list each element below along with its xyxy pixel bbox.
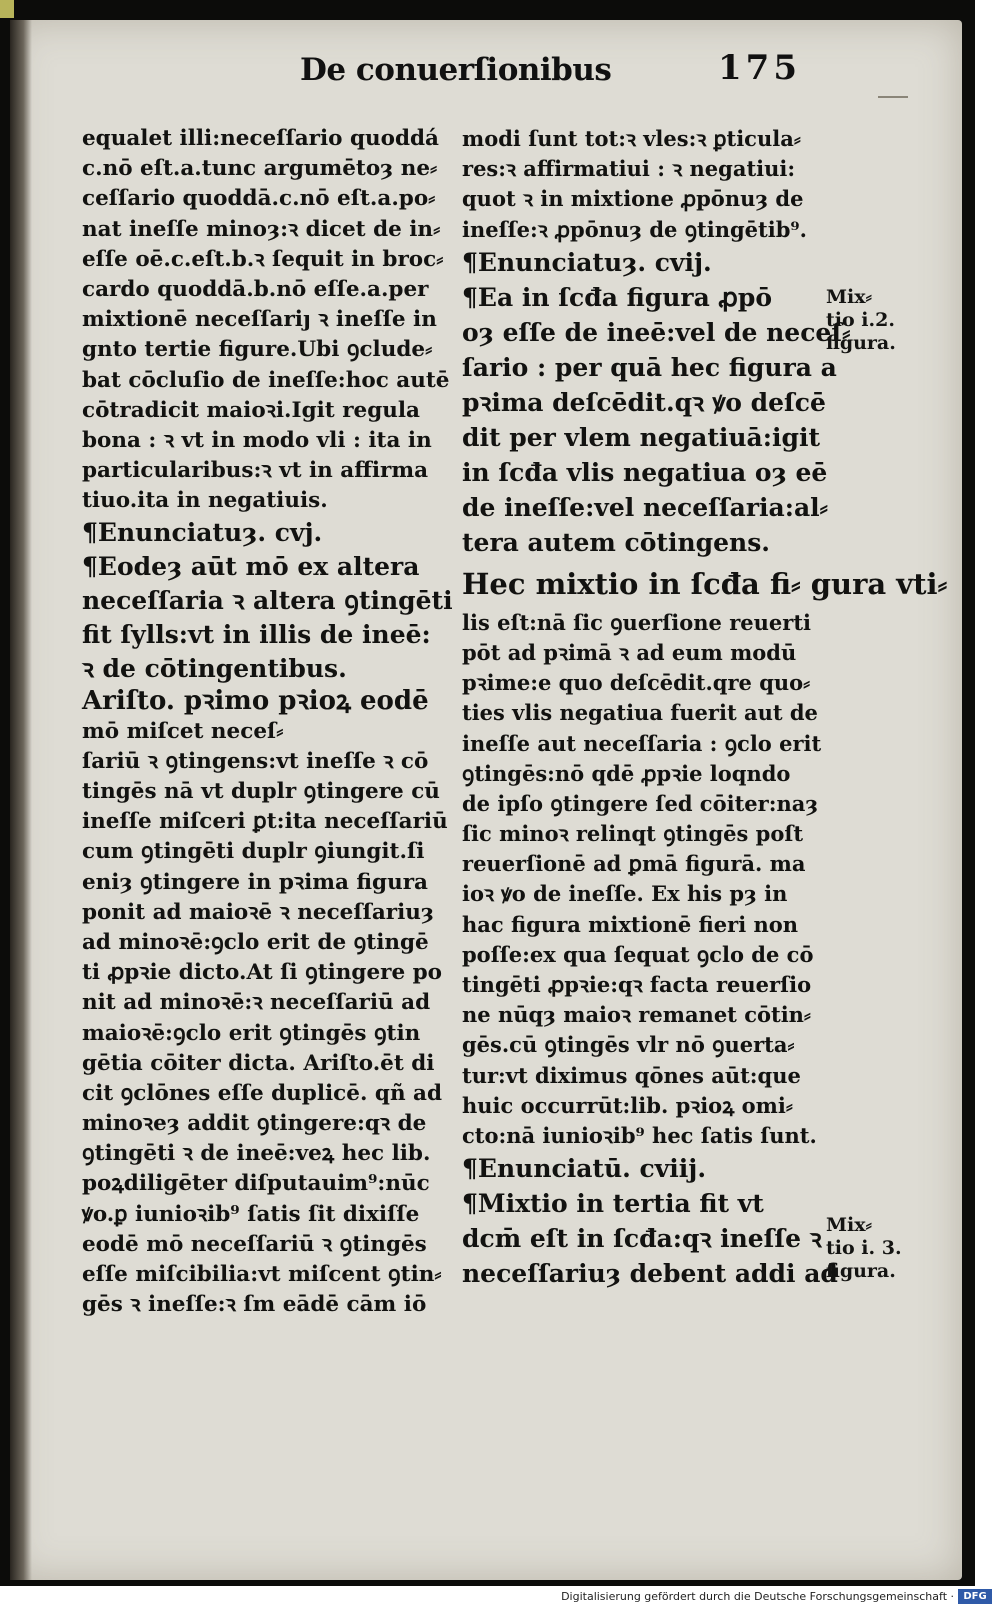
margin-note [826,286,896,355]
rule-text-line: de ineſſe:vel neceſſaria:al⸗ [462,492,828,522]
text-line: huic occurrūt:lib. pꝛioꝝ omi⸗ [462,1092,793,1118]
text-line: bona : ꝛ vt in modo vli : ita in [82,427,432,453]
text-line: cardo quoddā.b.nō eſſe.a.per [82,276,429,302]
text-line: ad minoꝛē:ꝯclo erit de ꝯtingē [82,929,429,955]
text-line: tingēs nā vt duplr ꝯtingere cū [82,779,440,804]
rule-text-line: ſario : per quā hec figura a [462,352,837,382]
text-line: modi ſunt tot:ꝛ vles:ꝛ ꝑticula⸗ [462,126,801,151]
text-line: gēs.cū ꝯtingēs vlr nō ꝯuerta⸗ [462,1032,795,1058]
text-line: ꝯtingēs:nō qdē ꝓpꝛie loqndo [462,760,791,786]
text-line: bat cōcluſio de ineſſe:hoc autē [82,367,450,393]
text-line: gētia cōiter dicta. Ariſto.ēt di [82,1050,435,1076]
text-line: ti ꝓpꝛie dicto.At ſi ꝯtingere po [82,960,443,986]
margin-note-line: tio i.2. [826,309,895,331]
page-gutter-shadow [10,20,32,1580]
margin-note-line: Mix⸗ [826,1214,872,1236]
rule-text-line: ꝛ de cōtingentibus. [82,654,347,684]
running-title: De conuerſionibus [300,52,612,88]
text-line: Ariſto. pꝛimo pꝛioꝝ eodē [82,686,429,717]
text-line: gnto tertie figure.Ubi ꝯclude⸗ [82,337,433,363]
section-heading: ¶Enunciatuȝ. cvij. [462,247,712,277]
rule-text-line: in ſcđa vlis negatiua oȝ eē [462,457,828,487]
rule-text-line: tera autem cōtingens. [462,527,770,557]
text-line: quot ꝛ in mixtione ꝓpōnuȝ de [462,186,804,212]
text-line: Hec mixtio in ſcđa fi⸗ gura vti⸗ [462,566,948,601]
text-line: ne nūqȝ maioꝛ remanet cōtin⸗ [462,1002,811,1028]
margin-note-line: tio i. 3. [826,1237,902,1259]
left-text-column [82,124,453,1320]
text-line: nat ineſſe minoȝ:ꝛ dicet de in⸗ [82,216,441,242]
text-line: hac figura mixtionē fieri non [462,911,799,937]
text-line: ſic minoꝛ relinqt ꝯtingēs poſt [462,821,804,847]
text-line: nit ad minoꝛē:ꝛ neceſſariū ad [82,990,431,1016]
text-line: lis eſt:nā ſic ꝯuerſione reuerti [462,609,812,635]
text-line: tingēti ꝓpꝛie:qꝛ facta reuerſio [462,972,812,997]
text-line: ponit ad maioꝛē ꝛ neceſſariuȝ [82,899,434,925]
text-line: mixtionē neceſſariȷ ꝛ ineſſe in [82,307,437,333]
text-line: res:ꝛ affirmatiui : ꝛ negatiui: [462,156,796,182]
margin-note-line: figura. [826,332,896,354]
rule-text-line: dcm̄ eſt in ſcđa:qꝛ ineſſe ꝛ [462,1224,822,1254]
text-line: eodē mō neceſſariū ꝛ ꝯtingēs [82,1231,427,1257]
text-line: pōt ad pꝛimā ꝛ ad eum modū [462,639,797,665]
text-line: eniȝ ꝯtingere in pꝛima figura [82,869,428,895]
color-marker-tab [0,0,14,18]
rule-text-line: oȝ eſſe de ineē:vel de neceſ⸗ [462,317,851,347]
folio-number: 175 [718,48,801,88]
text-line: ioꝛ ꝟo de ineſſe. Ex his pȝ in [462,881,788,907]
text-line: maioꝛē:ꝯclo erit ꝯtingēs ꝯtin [82,1020,421,1046]
dfg-logo: DFG [958,1589,992,1604]
rule-text-line: dit per vlem negatiuā:igit [462,422,821,452]
text-line: ꝯtingēti ꝛ de ineē:veꝝ hec lib. [82,1141,431,1167]
rule-text-line: ¶Eodeȝ aūt mō ex altera [82,552,420,582]
text-line: cto:nā iunioꝛib⁹ hec ſatis ſunt. [462,1122,817,1148]
text-line: particularibus:ꝛ vt in affirma [82,458,429,484]
rule-text-line: neceſſaria ꝛ altera ꝯtingēti [82,586,453,616]
text-line: eſſe oē.c.eſt.b.ꝛ ſequit in broc⸗ [82,246,444,272]
text-line: poſſe:ex qua ſequat ꝯclo de cō [462,941,814,967]
text-line: tur:vt diximus qōnes aūt:que [462,1062,801,1088]
text-line: cit ꝯclōnes eſſe duplicē. qñ ad [82,1080,443,1106]
text-line: ineſſe aut neceſſaria : ꝯclo erit [462,730,822,756]
margin-note-line: figura. [826,1260,896,1282]
text-line: ceſſario quoddā.c.nō eſt.a.po⸗ [82,186,436,212]
text-line: de ipſo ꝯtingere ſed cōiter:naȝ [462,790,819,816]
text-line: poꝝdiligēter diſputauim⁹:nūc [82,1171,430,1197]
text-line: cum ꝯtingēti duplr ꝯiungit.ſi [82,839,425,865]
text-line: pꝛime:e quo deſcēdit.qre quo⸗ [462,670,811,696]
text-line: c.nō eſt.a.tunc argumētoȝ ne⸗ [82,156,438,182]
text-line: ſariū ꝛ ꝯtingens:vt ineſſe ꝛ cō [82,748,429,774]
text-line: gēs ꝛ ineſſe:ꝛ ſm eādē cām iō [82,1292,427,1318]
margin-note [826,1214,902,1283]
text-line: eſſe miſcibilia:vt miſcent ꝯtin⸗ [82,1262,442,1287]
footer-credit: Digitalisierung gefördert durch die Deutsche Forschungsgemeinschaft · [561,1590,954,1603]
text-line: equalet illi:neceſſario quoddá [82,126,439,151]
text-line: ties vlis negatiua fuerit aut de [462,700,818,726]
text-line: ineſſe miſceri ꝑt:ita neceſſariū [82,809,448,835]
rule-text-line: neceſſariuȝ debent addi ad [462,1259,838,1289]
text-line: ꝟo.ꝑ iunioꝛib⁹ ſatis ſit dixiſſe [82,1201,420,1227]
rule-text-line: pꝛima deſcēdit.qꝛ ꝟo deſcē [462,387,826,417]
rule-text-line: ¶Mixtio in tertia fit vt [462,1189,764,1219]
rule-text-line: fit ſylls:vt in illis de ineē: [82,620,431,650]
pencil-mark [878,96,908,98]
text-line: tiuo.ita in negatiuis. [82,488,328,514]
text-line: ineſſe:ꝛ ꝓpōnuȝ de ꝯtingētib⁹. [462,216,807,242]
margin-note-line: Mix⸗ [826,286,872,308]
text-line: mō miſcet neceſ⸗ [82,718,284,744]
section-heading: ¶Enunciatū. cviij. [462,1154,707,1184]
text-line: reuerſionē ad ꝑmā figurā. ma [462,851,806,877]
text-line: cōtradicit maioꝛi.Igit regula [82,397,420,423]
text-line: minoꝛeȝ addit ꝯtingere:qꝛ de [82,1111,427,1137]
rule-text-line: ¶Ea in ſcđa figura ꝓpō [462,282,773,312]
section-heading: ¶Enunciatuȝ. cvj. [82,518,323,548]
